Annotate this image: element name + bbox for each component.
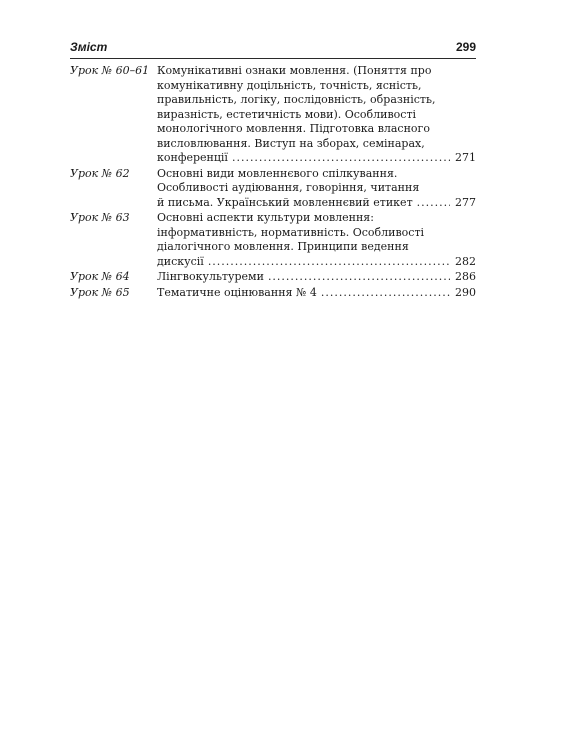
leader-line bbox=[157, 255, 476, 270]
page-header bbox=[70, 40, 476, 59]
title-line: монологічного мовлення. Підготовка власного bbox=[157, 122, 430, 135]
section-title: Зміст bbox=[70, 40, 108, 54]
title-line: діалогічного мовлення. Принципи ведення bbox=[157, 240, 409, 253]
dot-leader bbox=[417, 196, 450, 211]
entry-page-number: 290 bbox=[455, 285, 476, 299]
title-line: Особливості аудіювання, говоріння, читання bbox=[157, 181, 420, 194]
dot-leader bbox=[232, 151, 450, 166]
leader-line bbox=[157, 286, 476, 301]
leader-line bbox=[157, 151, 476, 166]
lesson-label: Урок № 63 bbox=[70, 211, 130, 224]
table-of-contents bbox=[70, 64, 476, 301]
title-line: Тематичне оцінювання № 4 bbox=[157, 285, 317, 299]
entry-page-number: 277 bbox=[455, 195, 476, 209]
dot-leader bbox=[268, 270, 450, 285]
entry-title bbox=[157, 270, 476, 285]
entry-title bbox=[157, 167, 476, 211]
title-line: комунікативну доцільність, точність, ясність, bbox=[157, 78, 422, 92]
entry-page-number: 282 bbox=[455, 254, 476, 268]
title-line: інформативність, нормативність. Особливості bbox=[157, 225, 425, 239]
title-line: конференції bbox=[157, 151, 228, 164]
title-line: дискусії bbox=[157, 254, 204, 268]
toc-entry bbox=[70, 211, 476, 269]
toc-entry bbox=[70, 167, 476, 211]
title-line: Комунікативні ознаки мовлення. (Поняття про bbox=[157, 64, 432, 77]
lesson-label: Урок № 65 bbox=[70, 285, 130, 299]
lesson-label: Урок № 64 bbox=[70, 270, 130, 283]
title-line: Основні аспекти культури мовлення: bbox=[157, 211, 374, 224]
page-number: 299 bbox=[455, 40, 476, 54]
leader-line bbox=[157, 196, 476, 211]
toc-entry bbox=[70, 286, 476, 301]
toc-entry bbox=[70, 64, 476, 166]
title-line: Лінгвокультуреми bbox=[157, 270, 264, 283]
title-line: й письма. Український мовленнєвий етикет bbox=[157, 195, 413, 209]
title-line: висловлювання. Виступ на зборах, семінарах, bbox=[157, 136, 425, 150]
entry-title bbox=[157, 211, 476, 269]
lesson-label: Урок № 62 bbox=[70, 166, 130, 180]
title-line: Основні види мовленнєвого спілкування. bbox=[157, 166, 398, 180]
title-line: виразність, естетичність мови). Особливості bbox=[157, 107, 417, 121]
dot-leader bbox=[208, 255, 450, 270]
entry-page-number: 271 bbox=[455, 151, 476, 164]
lesson-label: Урок № 60–61 bbox=[70, 64, 150, 77]
entry-title bbox=[157, 64, 476, 166]
entry-page-number: 286 bbox=[455, 270, 476, 283]
dot-leader bbox=[321, 286, 450, 301]
entry-title bbox=[157, 286, 476, 301]
toc-entry bbox=[70, 270, 476, 285]
title-line: правильність, логіку, послідовність, образність, bbox=[157, 93, 436, 106]
leader-line bbox=[157, 270, 476, 285]
